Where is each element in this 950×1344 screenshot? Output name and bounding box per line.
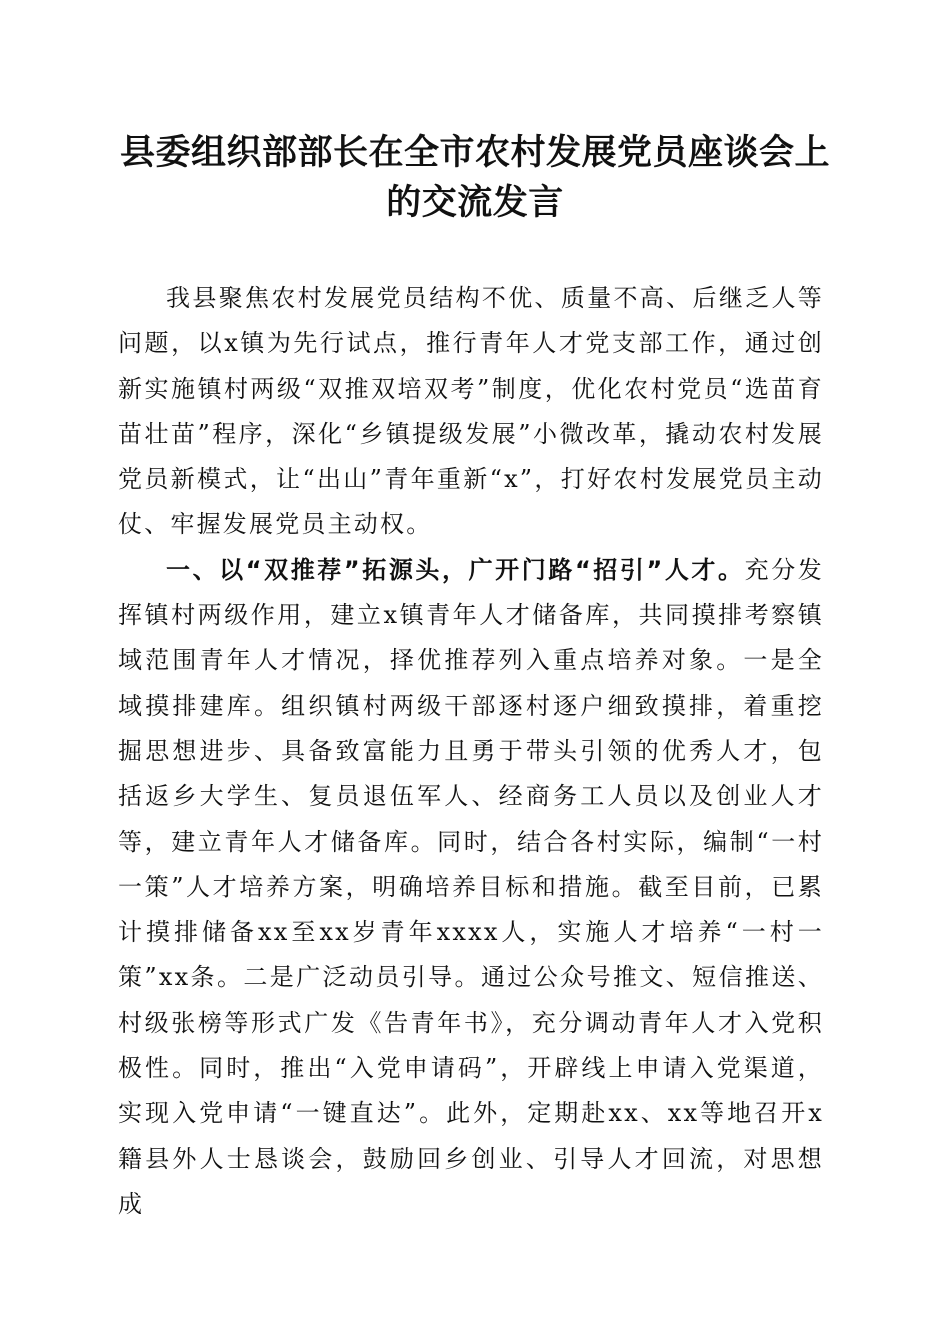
section-one-paragraph <box>118 548 824 1227</box>
section-one-text: 充分发挥镇村两级作用，建立x镇青年人才储备库，共同摸排考察镇域范围青年人才情况，择优推荐列入重点培养对象。一是全域摸排建库。组织镇村两级干部逐村逐户细致摸排，着重挖掘思想进步、具备致富能力且勇于带头引领的优秀人才，包括返乡大学生、复员退伍军人、经商务工人员以及创业人才等，建立青年人才储备库。同时，结合各村实际，编制“一村一策”人才培养方案，明确培养目标和措施。截至目前，已累计摸排储备xx至xx岁青年xxxx人，实施人才培养“一村一策”xx条。二是广泛动员引导。通过公众号推文、短信推送、村级张榜等形式广发《告青年书》，充分调动青年人才入党积极性。同时，推出“入党申请码”，开辟线上申请入党渠道，实现入党申请“一键直达”。此外，定期赴xx、xx等地召开x籍县外人士恳谈会，鼓励回乡创业、引导人才回流，对思想成 <box>118 555 824 1218</box>
title-line-1: 县委组织部部长在全市农村发展党员座谈会上 <box>119 132 830 173</box>
intro-paragraph <box>118 276 824 548</box>
document-title <box>110 128 840 228</box>
section-one-heading: 一、以“双推荐”拓源头，广开门路“招引”人才。 <box>166 555 745 584</box>
title-line-2: 的交流发言 <box>386 182 564 223</box>
intro-paragraph-text: 我县聚焦农村发展党员结构不优、质量不高、后继乏人等问题，以x镇为先行试点，推行青年人才党支部工作，通过创新实施镇村两级“双推双培双考”制度，优化农村党员“选苗育苗壮苗”程序，深化“乡镇提级发展”小微改革，撬动农村发展党员新模式，让“出山”青年重新“x”，打好农村发展党员主动仗、牢握发展党员主动权。 <box>118 284 824 539</box>
document-body <box>118 276 824 1227</box>
